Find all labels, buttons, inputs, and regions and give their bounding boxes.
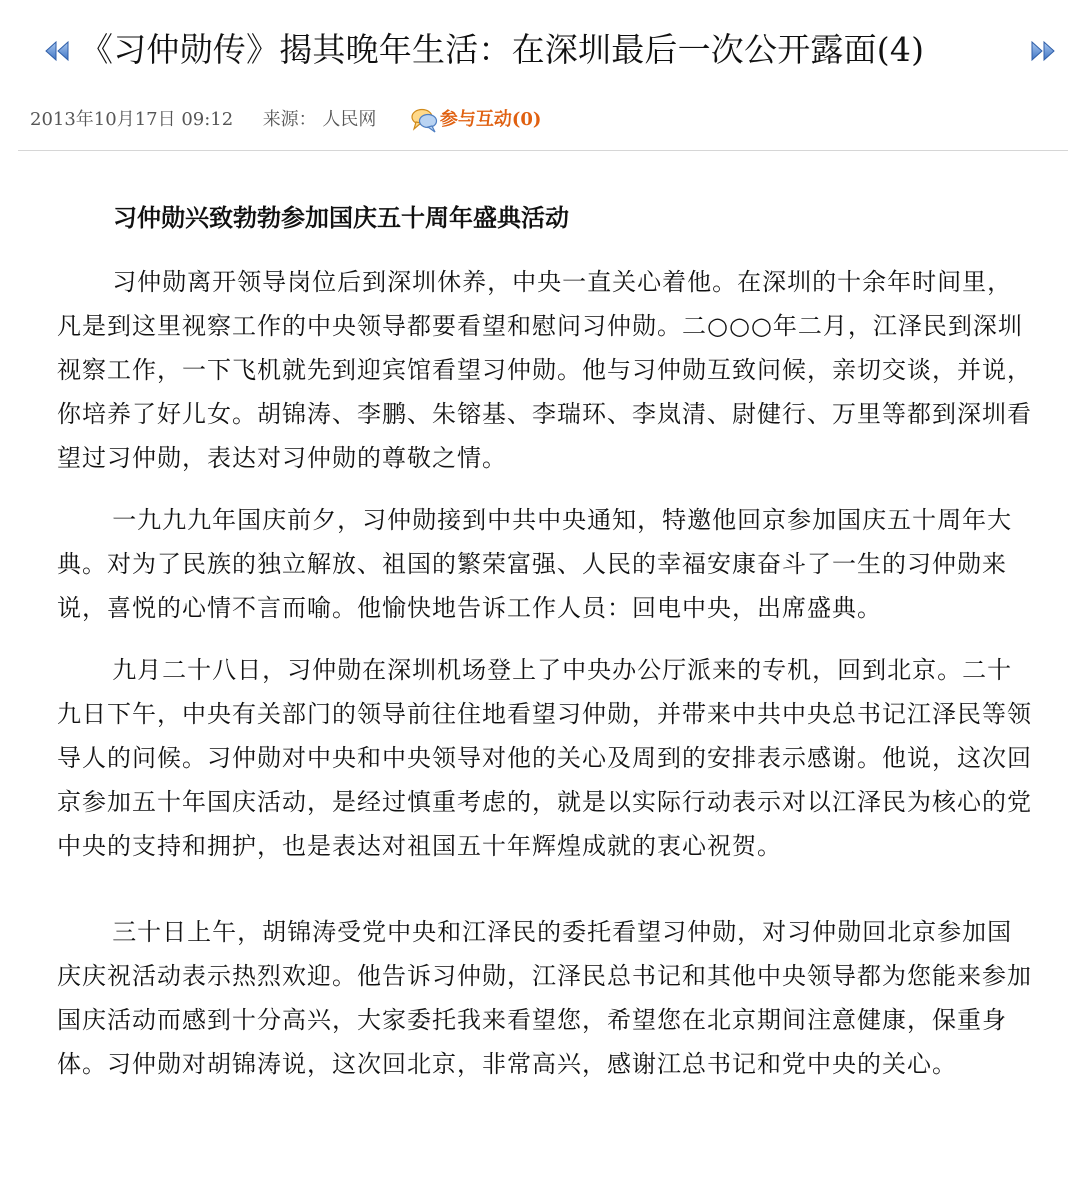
title-row	[0, 22, 1083, 78]
source-label: 来源：	[262, 109, 317, 130]
paragraph: 九月二十八日，习仲勋在深圳机场登上了中央办公厅派来的专机，回到北京。二十九日下午，中央有关部门的领导前往住地看望习仲勋，并带来中共中央总书记江泽民等领导人的问候。习仲勋对中央和中央领导对他的关心及周到的安排表示感谢。他说，这次回京参加五十年国庆活动，是经过慎重考虑的，就是以实际行动表示对以江泽民为核心的党中央的支持和拥护，也是表达对祖国五十年辉煌成就的衷心祝贺。	[57, 656, 1032, 860]
header-divider	[18, 150, 1068, 151]
double-right-arrow-icon[interactable]	[1030, 40, 1056, 62]
article-body	[57, 198, 1033, 1104]
publish-date: 2013年10月17日 09:12	[30, 109, 234, 130]
page-title: 《习仲勋传》揭其晚年生活：在深圳最后一次公开露面(4)	[80, 30, 925, 69]
source-name: 人民网	[322, 109, 377, 130]
interact-link-label[interactable]: 参与互动(0)	[439, 109, 542, 130]
double-left-arrow-icon[interactable]	[44, 40, 70, 62]
section-subheading: 习仲勋兴致勃勃参加国庆五十周年盛典活动	[113, 203, 569, 232]
paragraph: 一九九九年国庆前夕，习仲勋接到中共中央通知，特邀他回京参加国庆五十周年大典。对为了民族的独立解放、祖国的繁荣富强、人民的幸福安康奋斗了一生的习仲勋来说，喜悦的心情不言而喻。他愉快地告诉工作人员：回电中央，出席盛典。	[57, 506, 1013, 622]
speech-bubble-icon	[410, 107, 438, 133]
interact-link[interactable]	[410, 102, 542, 138]
paragraph: 三十日上午，胡锦涛受党中央和江泽民的委托看望习仲勋，对习仲勋回北京参加国庆庆祝活动表示热烈欢迎。他告诉习仲勋，江泽民总书记和其他中央领导都为您能来参加国庆活动而感到十分高兴，大家委托我来看望您，希望您在北京期间注意健康，保重身体。习仲勋对胡锦涛说，这次回北京，非常高兴，感谢江总书记和党中央的关心。	[57, 918, 1032, 1078]
paragraph: 习仲勋离开领导岗位后到深圳休养，中央一直关心着他。在深圳的十余年时间里，凡是到这里视察工作的中央领导都要看望和慰问习仲勋。二○○○年二月，江泽民到深圳视察工作，一下飞机就先到迎宾馆看望习仲勋。他与习仲勋互致问候，亲切交谈，并说，你培养了好儿女。胡锦涛、李鹏、朱镕基、李瑞环、李岚清、尉健行、万里等都到深圳看望过习仲勋，表达对习仲勋的尊敬之情。	[57, 268, 1032, 472]
article-meta	[30, 102, 541, 138]
